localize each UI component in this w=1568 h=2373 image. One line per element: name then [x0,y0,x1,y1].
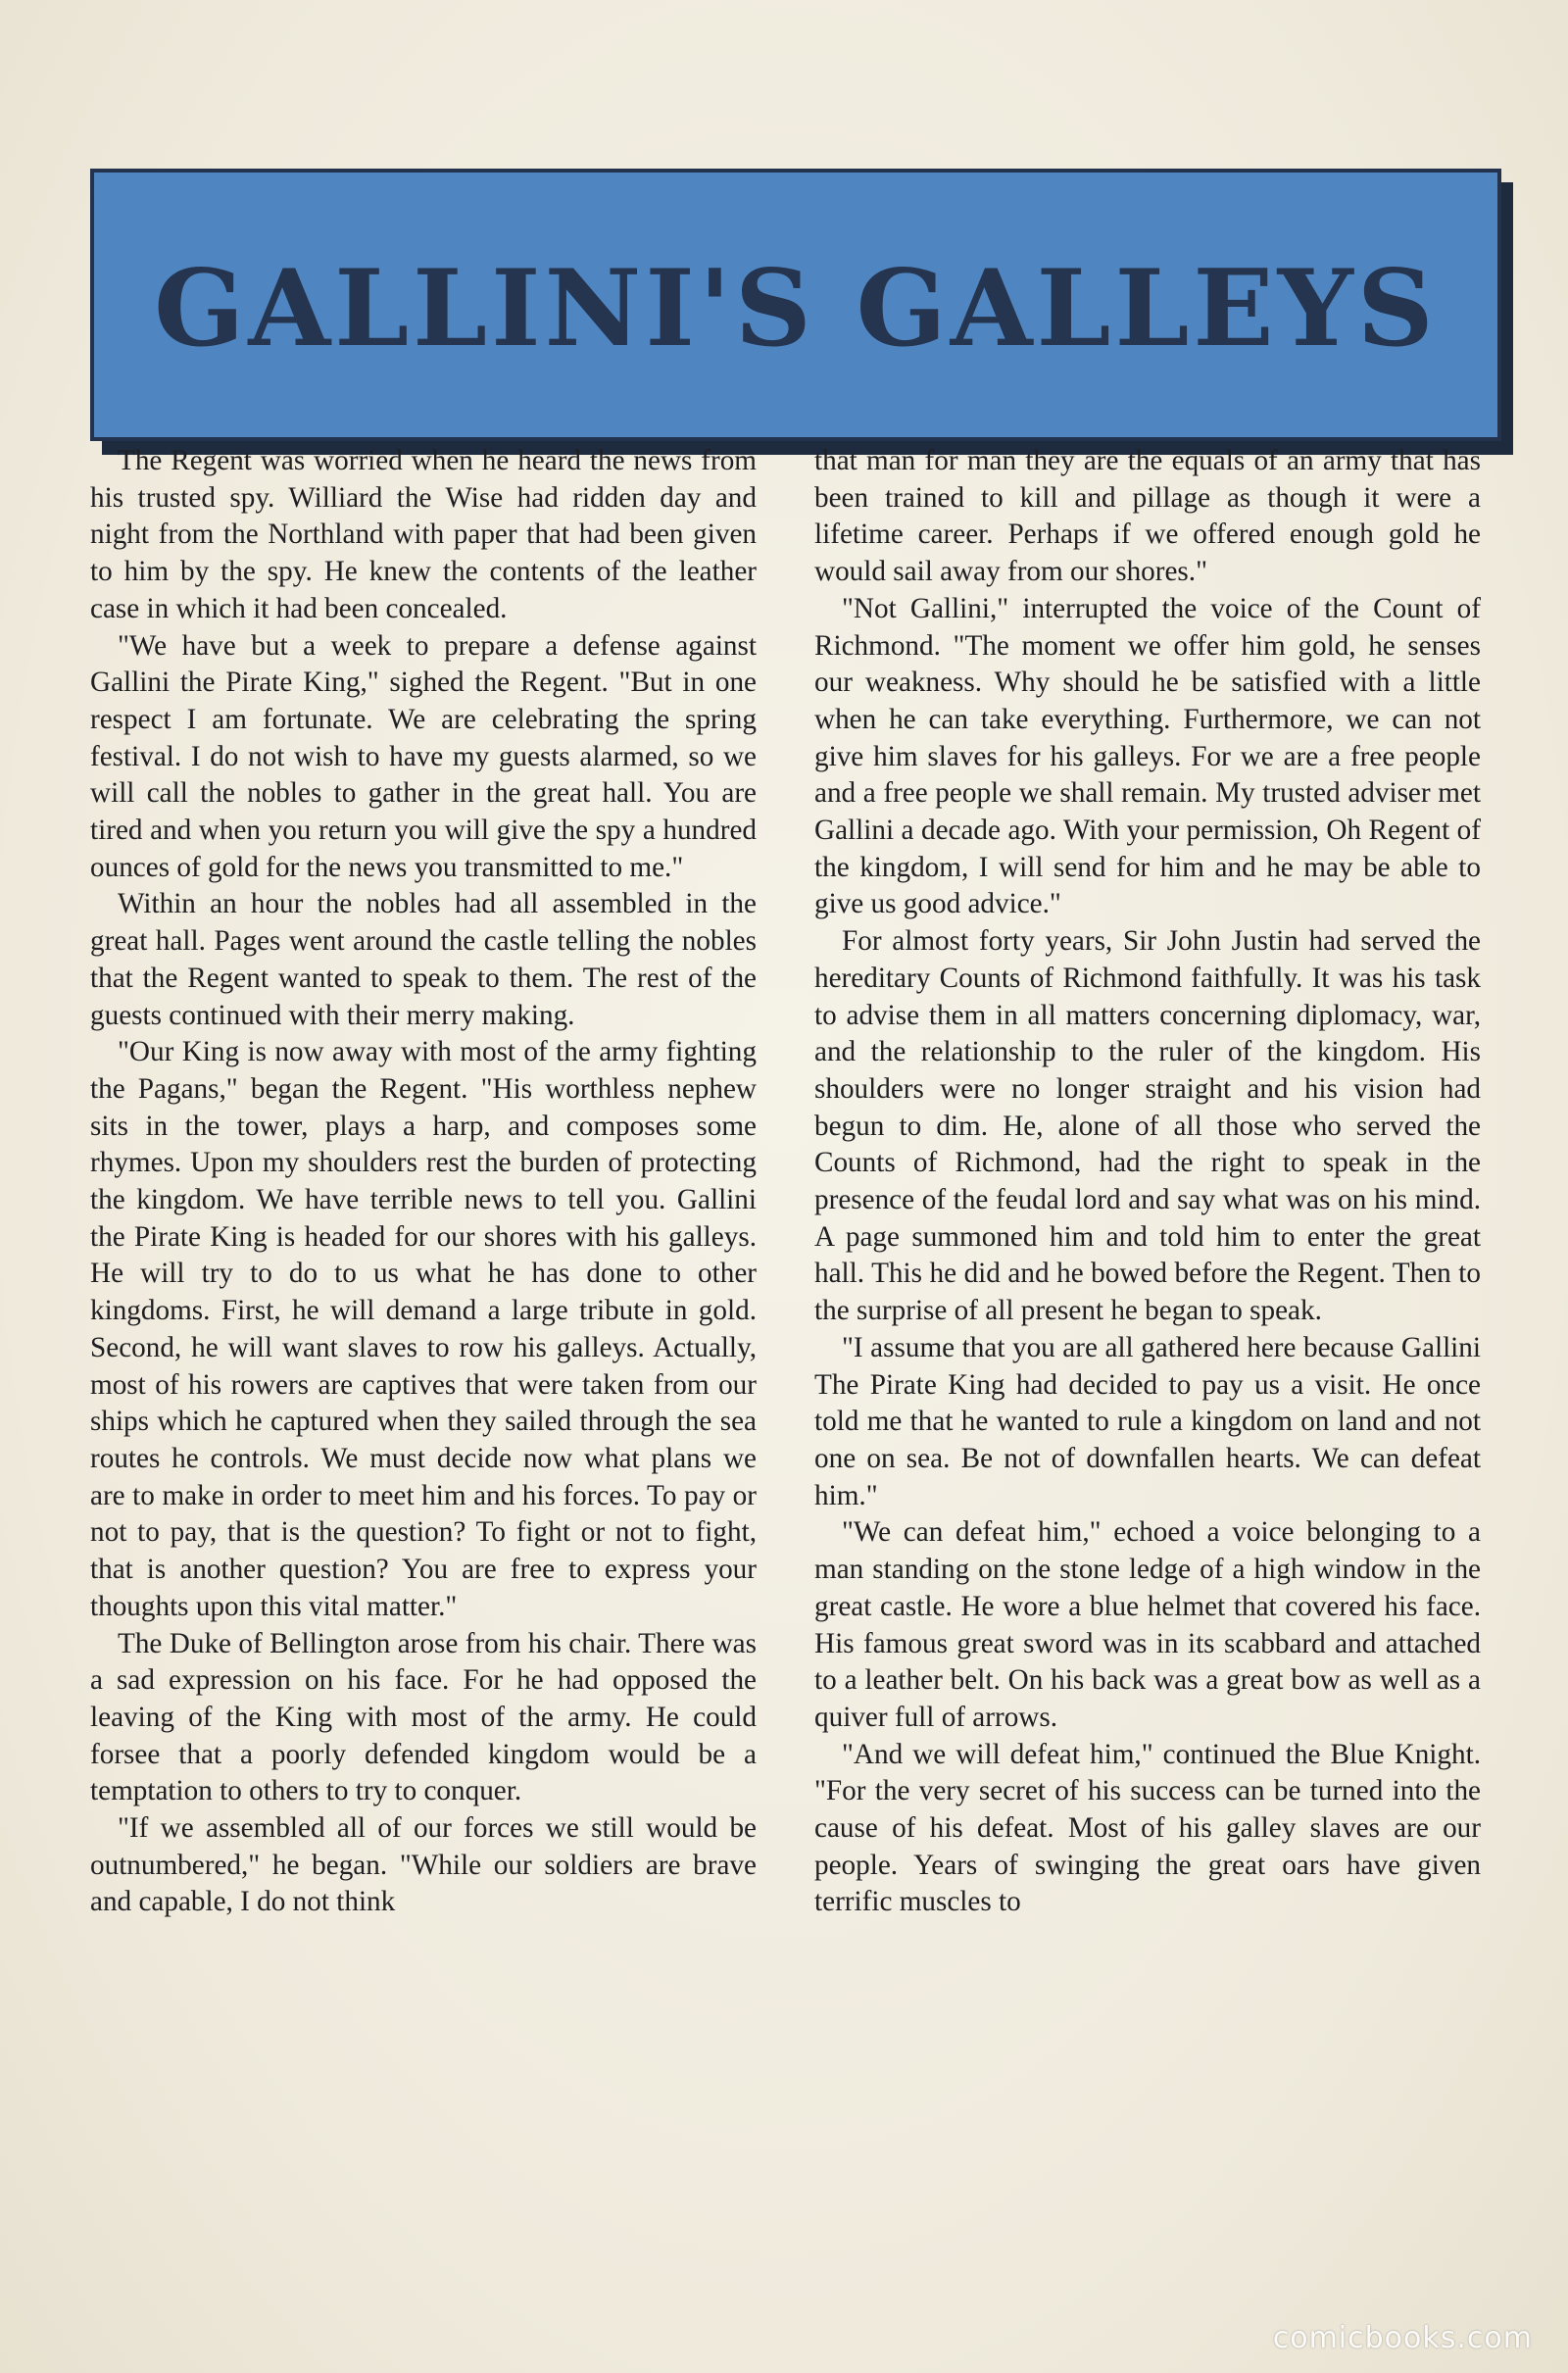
paragraph: Within an hour the nobles had all assembled in the great hall. Pages went around the castle telling the nobles that the Regent wanted to speak to them. The rest of the guests continued with their merry making. [90,888,757,1031]
paragraph-continuation: that man for man they are the equals of an army that has been trained to kill and pillage as though it were a lifetime career. Perhaps if we offered enough gold he would sail away from our shores." [814,445,1481,588]
paragraph: "We can defeat him," echoed a voice belonging to a man standing on the stone ledge of a high window in the great castle. He wore a blue helmet that covered his face. His famous great sword was in its scabbard and attached to a leather belt. On his back was a great bow as well as a quiver full of arrows. [814,1516,1481,1733]
paragraph: "We have but a week to prepare a defense against Gallini the Pirate King," sighed the Regent. "But in one respect I am fortunate. We are celebrating the spring festival. I do not wish to have my guests alarmed, so we will call the nobles to gather in the great hall. You are tired and when you return you will give the spy a hundred ounces of gold for the news you transmitted to me." [90,629,757,883]
text-column-right [814,443,1481,1921]
paragraph: "I assume that you are all gathered here because Gallini The Pirate King had decided to pay us a visit. He once told me that he wanted to rule a kingdom on land and not one on sea. Be not of downfallen hearts. We can defeat him." [814,1331,1481,1511]
paragraph: "Our King is now away with most of the army fighting the Pagans," began the Regent. "His worthless nephew sits in the tower, plays a harp, and composes some rhymes. Upon my shoulders rest the burden of protecting the kingdom. We have terrible news to tell you. Gallini the Pirate King is headed for our shores with his galleys. He will try to do to us what he has done to other kingdoms. First, he will demand a large tribute in gold. Second, he will want slaves to row his galleys. Actually, most of his rowers are captives that were taken from our ships which he captured when they sailed through the sea routes he controls. We must decide now what plans we are to make in order to meet him and his forces. To pay or not to pay, that is the question? To fight or not to fight, that is another question? You are free to express your thoughts upon this vital matter." [90,1036,757,1622]
paragraph: For almost forty years, Sir John Justin had served the hereditary Counts of Richmond faithfully. It was his task to advise them in all matters concerning diplomacy, war, and the relationship to the ruler of the kingdom. His shoulders were no longer straight and his vision had begun to dim. He, alone of all those who served the Counts of Richmond, had the right to speak in the presence of the feudal lord and say what was on his mind. A page summoned him and told him to enter the great hall. This he did and he bowed before the Regent. Then to the surprise of all present he began to speak. [814,925,1481,1327]
paragraph: "Not Gallini," interrupted the voice of the Count of Richmond. "The moment we offer him gold, he senses our weakness. Why should he be satisfied with a little when he can take everything. Furthermore, we can not give him slaves for his galleys. For we are a free people and a free people we shall remain. My trusted adviser met Gallini a decade ago. With your permission, Oh Regent of the kingdom, I will send for him and he may be able to give us good advice." [814,592,1481,920]
site-watermark: comicbooks.com [1272,2321,1533,2355]
story-title: GALLINI'S GALLEYS [154,247,1438,371]
paragraph: The Regent was worried when he heard the news from his trusted spy. Williard the Wise had ridden day and night from the Northland with paper that had been given to him by the spy. He knew the contents of the leather case in which it had been concealed. [90,445,757,624]
paragraph: "And we will defeat him," continued the Blue Knight. "For the very secret of his success can be turned into the cause of his defeat. Most of his galley slaves are our people. Years of swinging the great oars have given terrific muscles to [814,1738,1481,1918]
title-banner [90,169,1501,441]
paragraph: The Duke of Bellington arose from his chair. There was a sad expression on his face. For he had opposed the leaving of the King with most of the army. He could forsee that a poorly defended kingdom would be a temptation to others to try to conquer. [90,1627,757,1807]
paragraph: "If we assembled all of our forces we still would be outnumbered," he began. "While our soldiers are brave and capable, I do not think [90,1812,757,1918]
text-column-left [90,443,757,1921]
